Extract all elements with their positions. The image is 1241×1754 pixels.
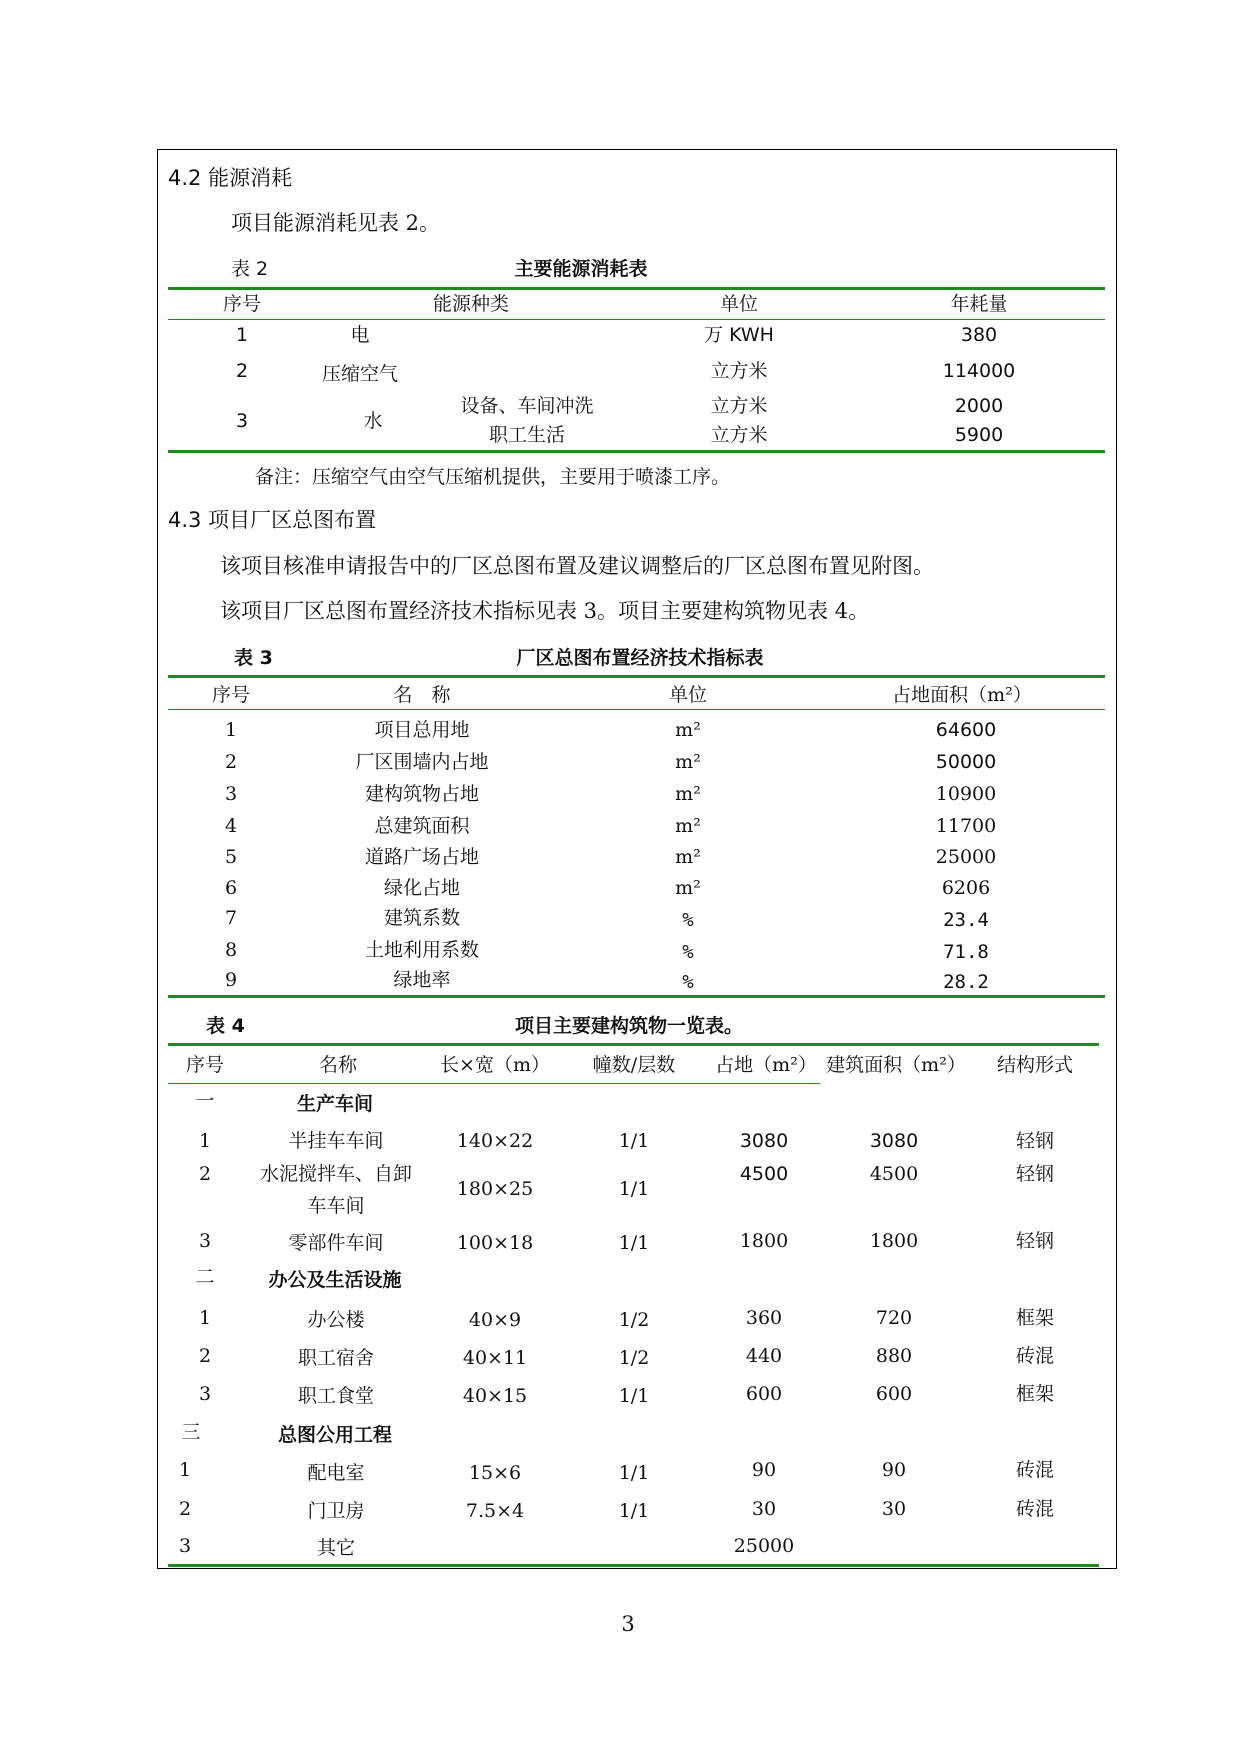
table4-cell: 600: [875, 1383, 913, 1405]
table2-header-unit: 单位: [719, 293, 759, 315]
table4-cell: 办公楼: [307, 1309, 365, 1331]
table4-cell: 2: [178, 1498, 192, 1520]
table3-cell: 10900: [935, 783, 997, 805]
table3-cell: m²: [675, 846, 701, 868]
table4-cell: 880: [875, 1345, 913, 1367]
table3-header-name: 名 称: [393, 684, 451, 706]
table2-number: 表 2: [231, 258, 269, 280]
table4-cell: 1/1: [618, 1385, 650, 1407]
table4-cell: 1/1: [618, 1462, 650, 1484]
table2-cell: 压缩空气: [321, 363, 399, 385]
table4-cell: 2: [198, 1345, 212, 1367]
table3-title: 厂区总图布置经济技术指标表: [516, 647, 764, 669]
table4-cell: 140×22: [456, 1130, 534, 1152]
table4-bottom-rule: [168, 1564, 1099, 1567]
table3-cell: %: [682, 909, 694, 931]
table4-cell: 轻钢: [1015, 1230, 1055, 1252]
table2-cell: 立方米: [710, 395, 768, 417]
table3-cell: 9: [224, 969, 238, 991]
table2-header-no: 序号: [222, 293, 262, 315]
table4-cell: 1: [198, 1307, 212, 1329]
table4-header-name: 名称: [318, 1054, 358, 1076]
page-number: 3: [621, 1612, 635, 1636]
section-4-3-para1: 该项目核准申请报告中的厂区总图布置及建议调整后的厂区总图布置见附图。: [220, 554, 934, 578]
table4-cell: 其它: [316, 1537, 356, 1559]
table4-cell: 砖混: [1015, 1345, 1055, 1367]
table2-cell: 职工生活: [488, 424, 566, 446]
section-heading-4-3: 4.3 项目厂区总图布置: [168, 508, 377, 532]
table2-cell: 万 KWH: [704, 324, 774, 346]
table2-cell: 1: [235, 324, 249, 346]
table2-header-type: 能源种类: [432, 293, 510, 315]
table2-cell: 设备、车间冲洗: [460, 395, 594, 417]
table3-cell: 23.4: [943, 909, 989, 931]
table2-title: 主要能源消耗表: [514, 258, 648, 280]
table4-cell: 360: [745, 1307, 783, 1329]
table2-cell: 2000: [954, 395, 1004, 417]
table4-number: 表 4: [206, 1015, 245, 1037]
table4-header-area: 占地（m²）: [715, 1054, 817, 1076]
table4-cell: 水泥搅拌车、自卸: [259, 1163, 413, 1185]
table3-cell: 7: [224, 907, 238, 929]
table4-cell: 1/2: [618, 1347, 650, 1369]
table4-group-no: 三: [181, 1421, 201, 1443]
table4-cell: 3080: [869, 1130, 919, 1152]
section-heading-4-2: 4.2 能源消耗: [168, 166, 293, 190]
table4-group-name: 办公及生活设施: [268, 1269, 402, 1291]
table4-cell: 600: [745, 1383, 783, 1405]
table3-cell: m²: [675, 877, 701, 899]
table4-title: 项目主要建构筑物一览表。: [514, 1015, 744, 1037]
table4-cell: 40×15: [462, 1385, 528, 1407]
table4-cell: 7.5×4: [465, 1500, 525, 1522]
table4-cell: 180×25: [456, 1178, 534, 1200]
table3-cell: 土地利用系数: [364, 939, 480, 961]
table4-group-name: 生产车间: [296, 1093, 374, 1115]
table3-cell: 4: [224, 815, 238, 837]
table4-cell: 1800: [869, 1230, 919, 1252]
table3-cell: m²: [675, 719, 701, 741]
table2-cell: 3: [235, 410, 249, 432]
table4-cell: 1/1: [618, 1232, 650, 1254]
table4-cell: 1/1: [618, 1130, 650, 1152]
table2-cell: 水: [363, 410, 383, 432]
table4-cell: 框架: [1015, 1383, 1055, 1405]
table3-cell: 厂区围墙内占地: [355, 751, 489, 773]
table4-header-rule: [168, 1083, 820, 1084]
table2-cell: 电: [350, 324, 370, 346]
table4-header-struct: 结构形式: [996, 1054, 1074, 1076]
table4-cell: 零部件车间: [288, 1232, 384, 1254]
table3-cell: 50000: [935, 751, 997, 773]
table2-cell: 380: [960, 324, 998, 346]
table4-cell: 15×6: [468, 1462, 522, 1484]
table3-cell: 28.2: [943, 971, 989, 993]
table3-cell: 建筑系数: [383, 907, 461, 929]
section-4-3-para2: 该项目厂区总图布置经济技术指标见表 3。项目主要建构筑物见表 4。: [220, 599, 870, 623]
table4-cell: 3: [198, 1383, 212, 1405]
table3-header-rule: [168, 709, 1105, 710]
table3-top-rule: [168, 675, 1105, 678]
table3-cell: 项目总用地: [374, 719, 470, 741]
table3-cell: 8: [224, 939, 238, 961]
table4-group-no: 一: [195, 1090, 215, 1112]
table4-cell: 1/1: [618, 1500, 650, 1522]
table3-cell: 绿化占地: [383, 877, 461, 899]
table4-cell: 30: [881, 1498, 907, 1520]
table3-header-area: 占地面积（m²）: [892, 684, 1032, 706]
table2-cell: 114000: [942, 360, 1016, 382]
table4-cell: 1: [178, 1459, 192, 1481]
table2-header-rule: [168, 319, 1105, 320]
table3-cell: 6206: [941, 877, 991, 899]
table4-cell: 4500: [869, 1163, 919, 1185]
table4-cell: 职工食堂: [297, 1385, 375, 1407]
table2-bottom-rule: [168, 450, 1105, 453]
table3-cell: 道路广场占地: [364, 846, 480, 868]
table3-cell: 绿地率: [393, 969, 451, 991]
table4-cell: 2: [198, 1163, 212, 1185]
table4-header-build: 建筑面积（m²）: [826, 1054, 966, 1076]
table3-cell: m²: [675, 751, 701, 773]
table3-cell: m²: [675, 783, 701, 805]
table2-top-rule: [168, 287, 1105, 290]
table4-cell: 门卫房: [307, 1500, 365, 1522]
table4-cell: 1/1: [618, 1178, 650, 1200]
table4-cell: 90: [881, 1459, 907, 1481]
table4-cell: 3: [198, 1230, 212, 1252]
table3-cell: m²: [675, 815, 701, 837]
table4-cell: 720: [875, 1307, 913, 1329]
table4-cell: 轻钢: [1015, 1163, 1055, 1185]
table4-cell: 100×18: [456, 1232, 534, 1254]
table4-cell: 30: [751, 1498, 777, 1520]
table3-cell: 6: [224, 877, 238, 899]
table4-cell: 90: [751, 1459, 777, 1481]
table2-cell: 立方米: [710, 424, 768, 446]
table4-cell: 40×9: [468, 1309, 522, 1331]
table4-cell: 440: [745, 1345, 783, 1367]
section-4-2-intro: 项目能源消耗见表 2。: [231, 211, 441, 235]
table4-cell: 1/2: [618, 1309, 650, 1331]
table3-cell: %: [682, 941, 694, 963]
table4-cell: 3080: [739, 1130, 789, 1152]
table4-group-no: 二: [195, 1266, 215, 1288]
table2-cell: 2: [235, 360, 249, 382]
table3-cell: 2: [224, 751, 238, 773]
table3-number: 表 3: [234, 647, 273, 669]
table3-cell: 5: [224, 846, 238, 868]
table4-cell: 车车间: [307, 1195, 365, 1217]
table4-cell: 1800: [739, 1230, 789, 1252]
table3-cell: 64600: [935, 719, 997, 741]
table4-cell: 配电室: [307, 1462, 365, 1484]
table4-cell: 1: [198, 1130, 212, 1152]
table4-cell: 半挂车车间: [288, 1130, 384, 1152]
table2-header-amount: 年耗量: [950, 293, 1008, 315]
table3-cell: 25000: [935, 846, 997, 868]
table3-cell: 71.8: [943, 941, 989, 963]
table4-header-no: 序号: [185, 1054, 225, 1076]
table3-cell: 建构筑物占地: [364, 783, 480, 805]
table4-cell: 3: [178, 1535, 192, 1557]
table4-cell: 25000: [733, 1535, 795, 1557]
table4-header-size: 长×宽（m）: [440, 1054, 550, 1076]
table4-cell: 4500: [739, 1163, 789, 1185]
table2-note: 备注：压缩空气由空气压缩机提供，主要用于喷漆工序。: [255, 466, 731, 488]
table3-cell: 1: [224, 719, 238, 741]
table3-header-no: 序号: [211, 684, 251, 706]
table4-group-name: 总图公用工程: [277, 1424, 393, 1446]
table3-cell: 3: [224, 783, 238, 805]
table4-cell: 砖混: [1015, 1498, 1055, 1520]
table3-header-unit: 单位: [668, 684, 708, 706]
table3-cell: %: [682, 971, 694, 993]
table3-cell: 总建筑面积: [374, 815, 470, 837]
table4-cell: 轻钢: [1015, 1130, 1055, 1152]
table3-bottom-rule: [168, 995, 1105, 998]
table4-cell: 砖混: [1015, 1459, 1055, 1481]
table4-cell: 框架: [1015, 1307, 1055, 1329]
table4-cell: 40×11: [462, 1347, 528, 1369]
table2-cell: 5900: [954, 424, 1004, 446]
table2-cell: 立方米: [710, 360, 768, 382]
table4-header-floors: 幢数/层数: [592, 1054, 676, 1076]
table3-cell: 11700: [935, 815, 997, 837]
table4-cell: 职工宿舍: [297, 1347, 375, 1369]
table4-top-rule: [168, 1043, 1099, 1046]
